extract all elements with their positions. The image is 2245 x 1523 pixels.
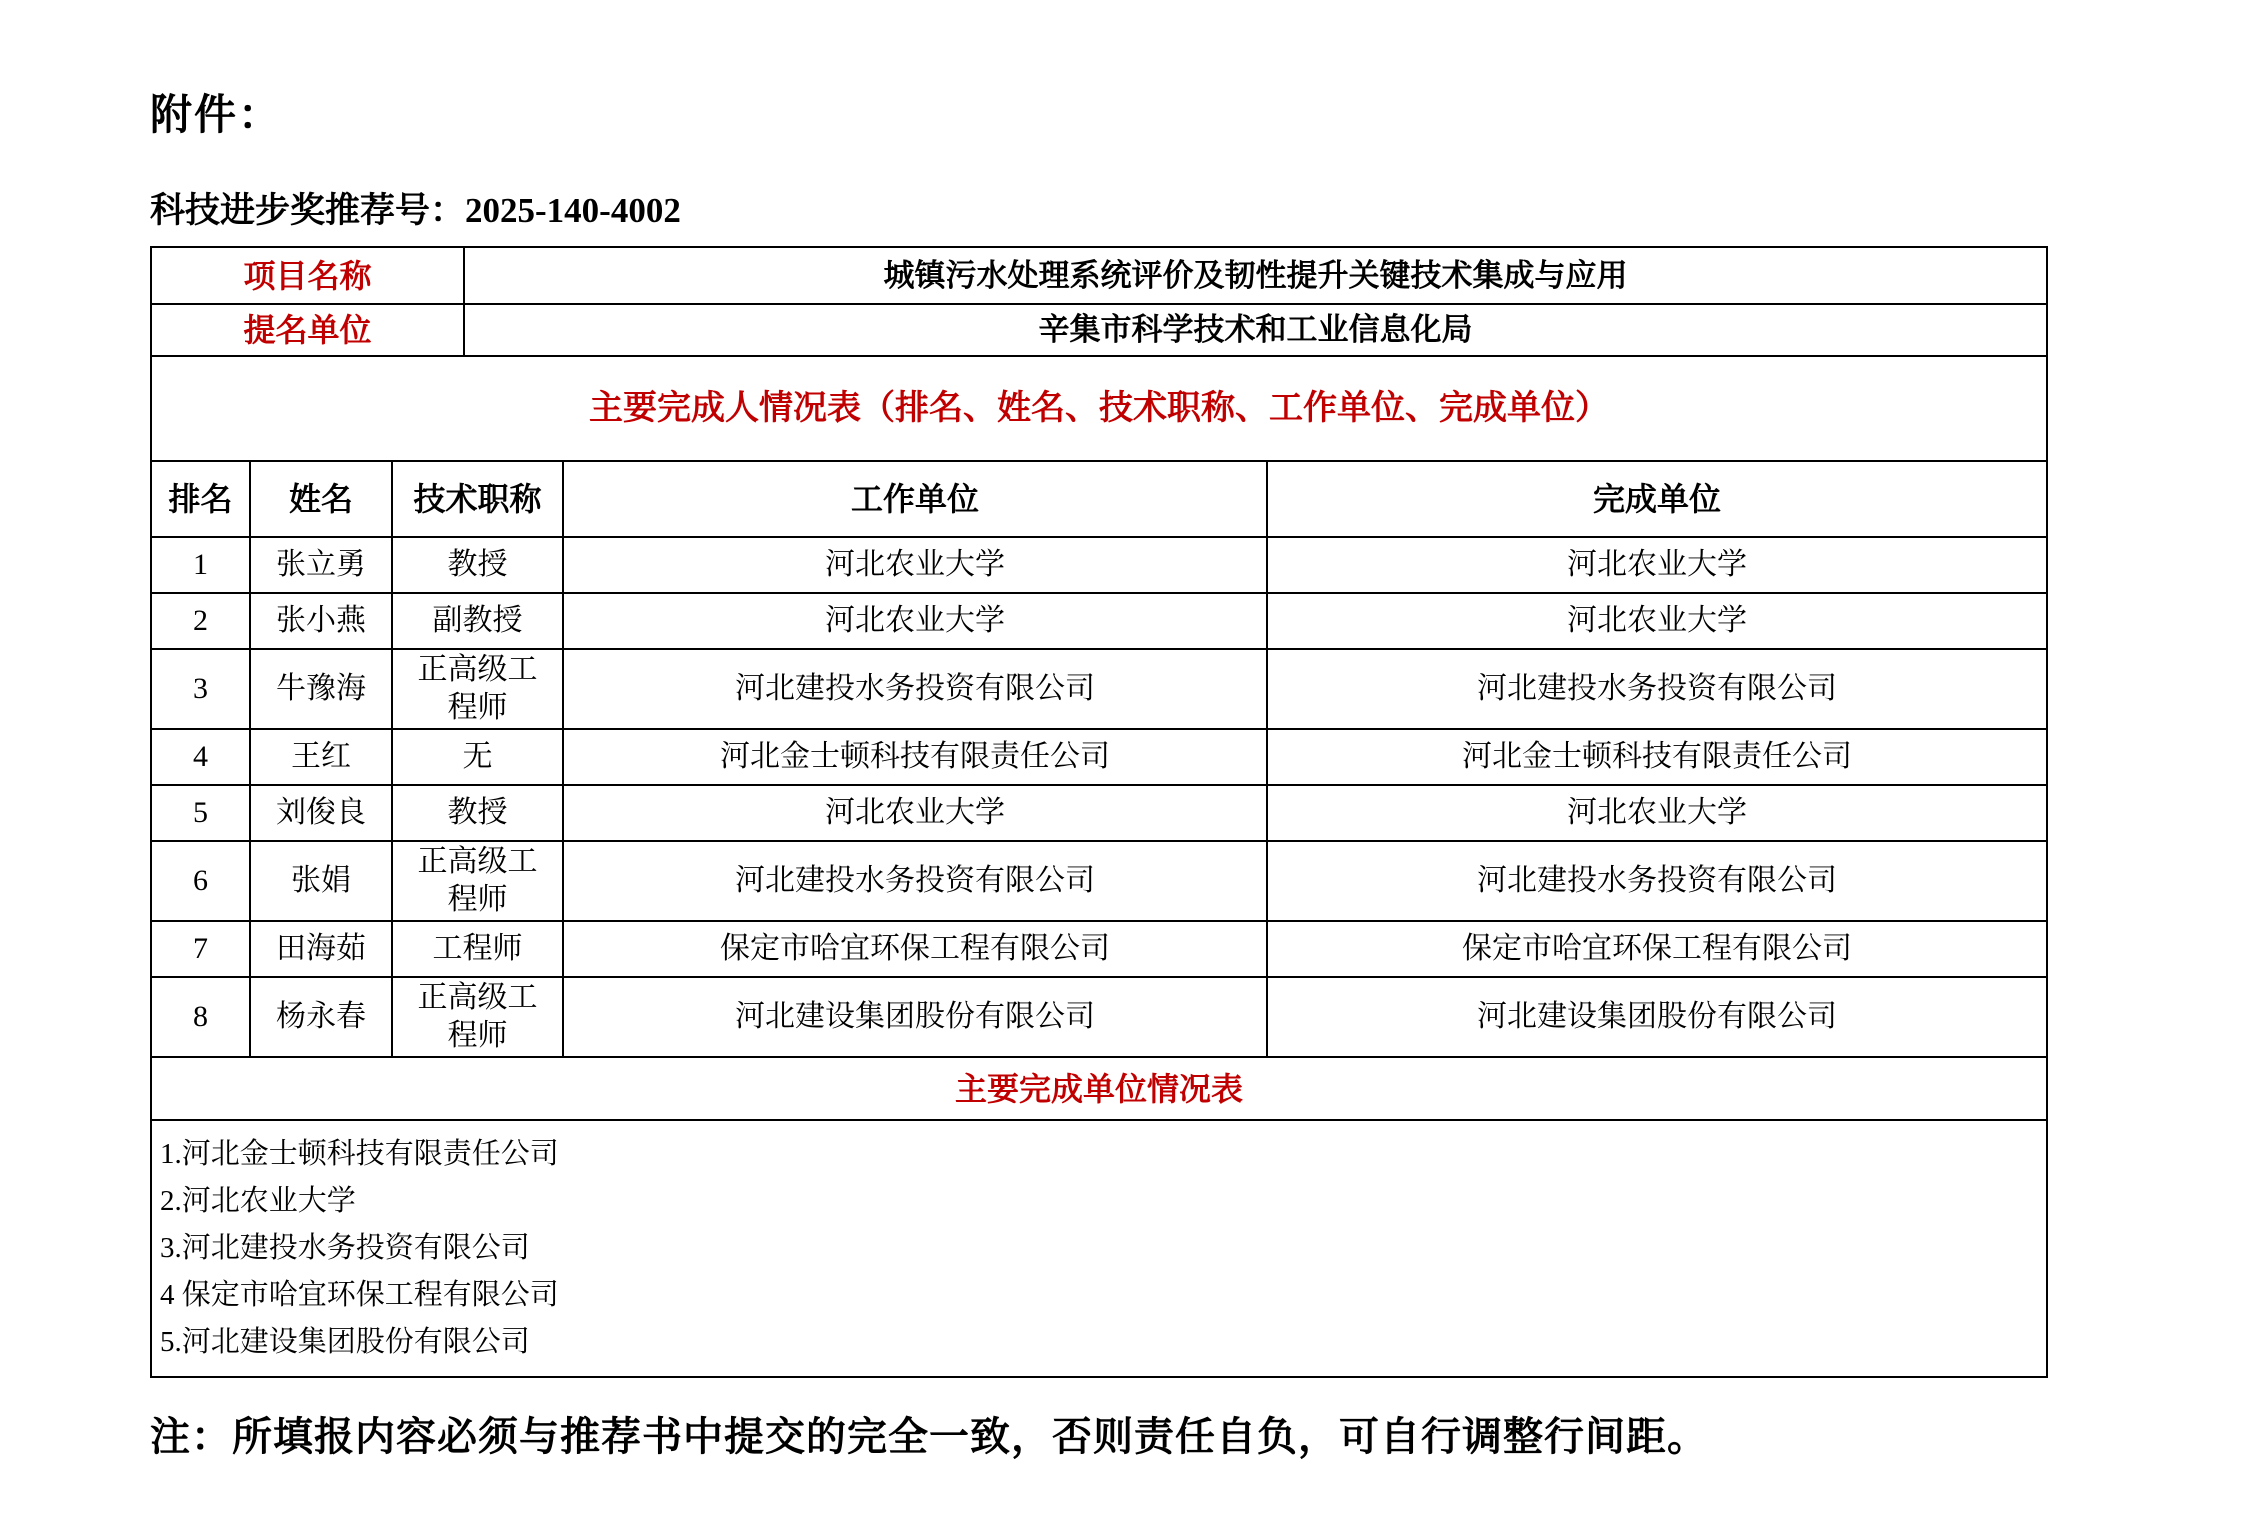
completion-unit-cell: 河北金士顿科技有限责任公司 <box>1462 740 1852 773</box>
name-cell: 刘俊良 <box>251 786 393 840</box>
work-unit-cell: 河北建投水务投资有限公司 <box>564 842 1268 920</box>
award-table <box>150 246 2048 1378</box>
nominating-unit-row <box>152 305 2046 357</box>
units-table-title: 主要完成单位情况表 <box>954 1070 1243 1107</box>
table-row <box>152 538 2046 594</box>
table-row <box>152 978 2046 1058</box>
unit-list-item: 4 保定市哈宜环保工程有限公司 <box>160 1279 559 1311</box>
unit-list-item: 3.河北建投水务投资有限公司 <box>160 1232 530 1264</box>
rank-cell: 4 <box>152 730 251 784</box>
completion-unit-cell: 河北建设集团股份有限公司 <box>1477 1000 1837 1033</box>
name-cell: 张娟 <box>251 842 393 920</box>
unit-list-item: 5.河北建设集团股份有限公司 <box>160 1326 530 1358</box>
table-row <box>152 650 2046 730</box>
rank-cell: 8 <box>152 978 251 1056</box>
completion-unit-cell: 河北农业大学 <box>1567 548 1747 581</box>
title-cell: 教授 <box>393 786 564 840</box>
completion-unit-cell: 保定市哈宜环保工程有限公司 <box>1462 932 1852 965</box>
title-cell: 教授 <box>393 538 564 592</box>
rank-cell: 7 <box>152 922 251 976</box>
work-unit-cell: 河北农业大学 <box>564 594 1268 648</box>
completion-unit-cell: 河北农业大学 <box>1567 604 1747 637</box>
rank-cell: 3 <box>152 650 251 728</box>
table-row <box>152 786 2046 842</box>
work-unit-cell: 河北农业大学 <box>564 786 1268 840</box>
name-cell: 田海茹 <box>251 922 393 976</box>
header-completion-unit: 完成单位 <box>1592 481 1721 517</box>
completers-table-title: 主要完成人情况表（排名、姓名、技术职称、工作单位、完成单位） <box>589 389 1609 427</box>
title-cell: 副教授 <box>393 594 564 648</box>
nominating-unit-label: 提名单位 <box>152 305 465 355</box>
completion-unit-cell: 河北建投水务投资有限公司 <box>1477 672 1837 705</box>
work-unit-cell: 河北建投水务投资有限公司 <box>564 650 1268 728</box>
recommendation-label: 科技进步奖推荐号： <box>150 191 466 230</box>
table-row <box>152 922 2046 978</box>
name-cell: 杨永春 <box>251 978 393 1056</box>
title-cell: 正高级工程师 <box>393 842 564 920</box>
header-title: 技术职称 <box>393 462 564 536</box>
name-cell: 张立勇 <box>251 538 393 592</box>
table-row <box>152 842 2046 922</box>
completers-header-row <box>152 462 2046 538</box>
recommendation-number: 2025-140-4002 <box>465 191 681 230</box>
table-row <box>152 730 2046 786</box>
attachment-label: 附件： <box>150 93 283 139</box>
units-list <box>152 1121 2046 1376</box>
unit-list-item: 2.河北农业大学 <box>160 1185 356 1217</box>
name-cell: 牛豫海 <box>251 650 393 728</box>
header-rank: 排名 <box>152 462 251 536</box>
title-cell: 无 <box>393 730 564 784</box>
work-unit-cell: 河北建设集团股份有限公司 <box>564 978 1268 1056</box>
unit-list-item: 1.河北金士顿科技有限责任公司 <box>160 1138 559 1170</box>
units-table-title-row <box>152 1058 2046 1121</box>
rank-cell: 5 <box>152 786 251 840</box>
completers-table-title-row <box>152 357 2046 462</box>
completion-unit-cell: 河北农业大学 <box>1567 796 1747 829</box>
rank-cell: 6 <box>152 842 251 920</box>
header-work-unit: 工作单位 <box>564 462 1268 536</box>
table-row <box>152 594 2046 650</box>
title-cell: 正高级工程师 <box>393 978 564 1056</box>
nominating-unit-value: 辛集市科学技术和工业信息化局 <box>1038 312 1473 347</box>
work-unit-cell: 河北金士顿科技有限责任公司 <box>564 730 1268 784</box>
header-name: 姓名 <box>251 462 393 536</box>
name-cell: 张小燕 <box>251 594 393 648</box>
project-name-value: 城镇污水处理系统评价及韧性提升关键技术集成与应用 <box>883 257 1628 293</box>
name-cell: 王红 <box>251 730 393 784</box>
units-list-row <box>152 1121 2046 1376</box>
rank-cell: 2 <box>152 594 251 648</box>
work-unit-cell: 保定市哈宜环保工程有限公司 <box>564 922 1268 976</box>
footer-note: 注：所填报内容必须与推荐书中提交的完全一致，否则责任自负，可自行调整行间距。 <box>150 1414 1708 1459</box>
project-name-row <box>152 248 2046 305</box>
recommendation-line <box>150 183 681 233</box>
completion-unit-cell: 河北建投水务投资有限公司 <box>1477 864 1837 897</box>
title-cell: 工程师 <box>393 922 564 976</box>
rank-cell: 1 <box>152 538 251 592</box>
project-name-label: 项目名称 <box>152 248 465 303</box>
work-unit-cell: 河北农业大学 <box>564 538 1268 592</box>
title-cell: 正高级工程师 <box>393 650 564 728</box>
